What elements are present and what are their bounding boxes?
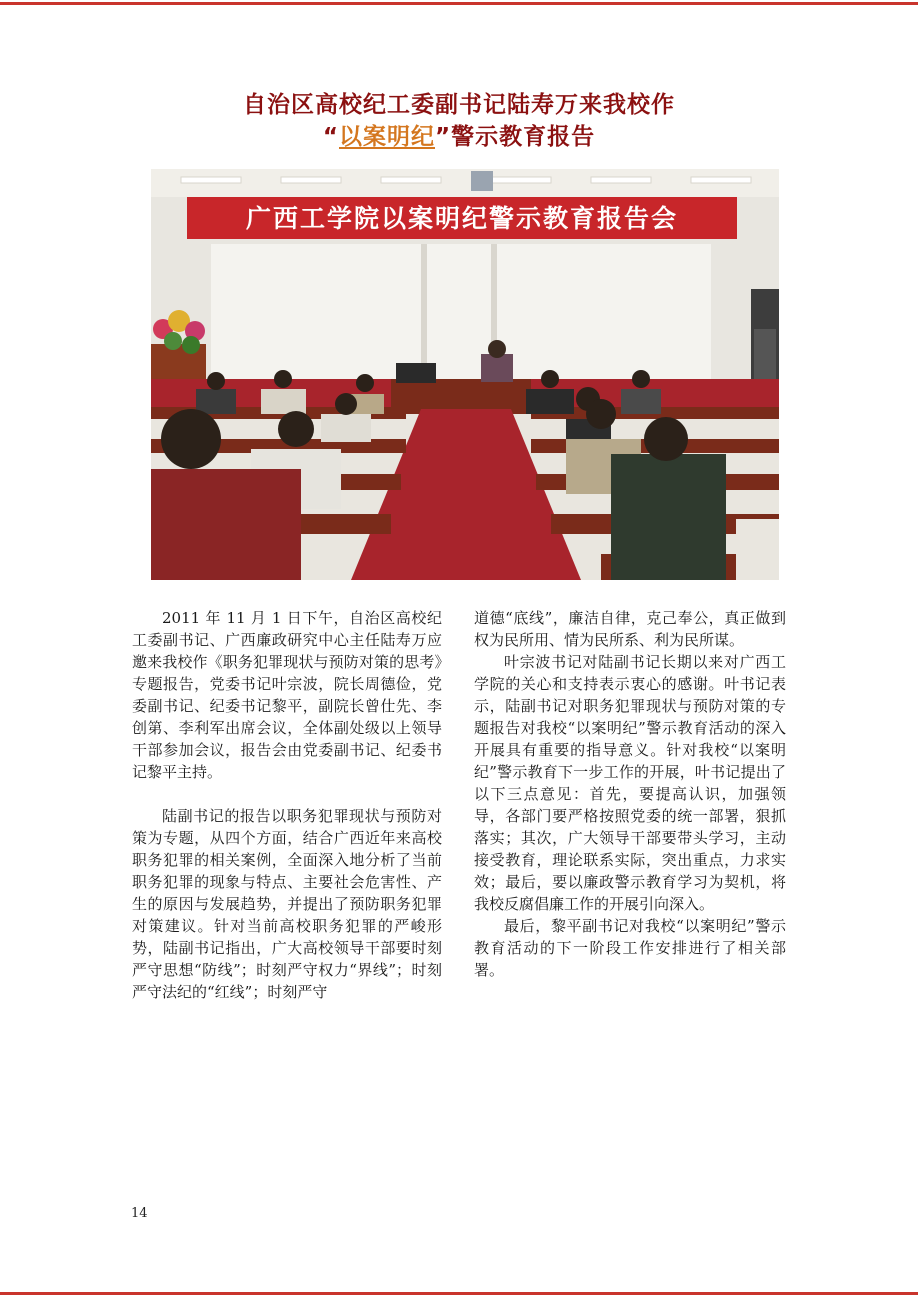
article-title-line2: [0, 118, 918, 151]
right-column: [474, 607, 786, 981]
page-number: 14: [131, 1206, 148, 1221]
bottom-rule: [0, 1292, 918, 1295]
title-rest: ”警示教育报告: [435, 124, 596, 150]
paragraph-3: 叶宗波书记对陆副书记长期以来对广西工学院的关心和支持表示衷心的感谢。叶书记表示，陆副书记对职务犯罪现状与预防对策的专题报告对我校“以案明纪”警示教育活动的深入开展具有重要的指导意义。针对我校“以案明纪”警示教育下一步工作的开展，叶书记提出了以下三点意见：首先，要提高认识，加强领导，各部门要严格按照党委的统一部署，狠抓落实；其次，广大领导干部要带头学习，主动接受教育，理论联系实际，突出重点，力求实效；最后，要以廉政警示教育学习为契机，将我校反腐倡廉工作的开展引向深入。: [474, 653, 786, 913]
photo-banner-text: 广西工学院以案明纪警示教育报告会: [245, 204, 678, 233]
paragraph-1: 2011 年 11 月 1 日下午，自治区高校纪工委副书记、广西廉政研究中心主任陆寿万应邀来我校作《职务犯罪现状与预防对策的思考》专题报告，党委书记叶宗波，院长周德俭，党委副书记、纪委书记黎平，副院长曾仕先、李创第、李利军出席会议，全体副处级以上领导干部参加会议，报告会由党委副书记、纪委书记黎平主持。: [132, 609, 442, 781]
paragraph-2-continued: 道德“底线”，廉洁自律，克己奉公，真正做到权为民所用、情为民所系、利为民所谋。: [474, 609, 786, 649]
paragraph-4: 最后，黎平副书记对我校“以案明纪”警示教育活动的下一阶段工作安排进行了相关部署。: [474, 917, 786, 979]
top-rule: [0, 2, 918, 5]
meeting-photo: [151, 169, 779, 580]
paragraph-2: 陆副书记的报告以职务犯罪现状与预防对策为专题，从四个方面，结合广西近年来高校职务犯罪的相关案例，全面深入地分析了当前职务犯罪的现象与特点、主要社会危害性、产生的原因与发展趋势，并提出了预防职务犯罪对策建议。针对当前高校职务犯罪的严峻形势，陆副书记指出，广大高校领导干部要时刻严守思想“防线”；时刻严守权力“界线”；时刻严守法纪的“红线”；时刻严守: [132, 807, 442, 1001]
left-column: [132, 607, 442, 1003]
article-title-line1: 自治区高校纪工委副书记陆寿万来我校作: [243, 92, 675, 118]
title-highlight: 以案明纪: [339, 124, 435, 150]
title-open-quote: “: [322, 124, 339, 150]
